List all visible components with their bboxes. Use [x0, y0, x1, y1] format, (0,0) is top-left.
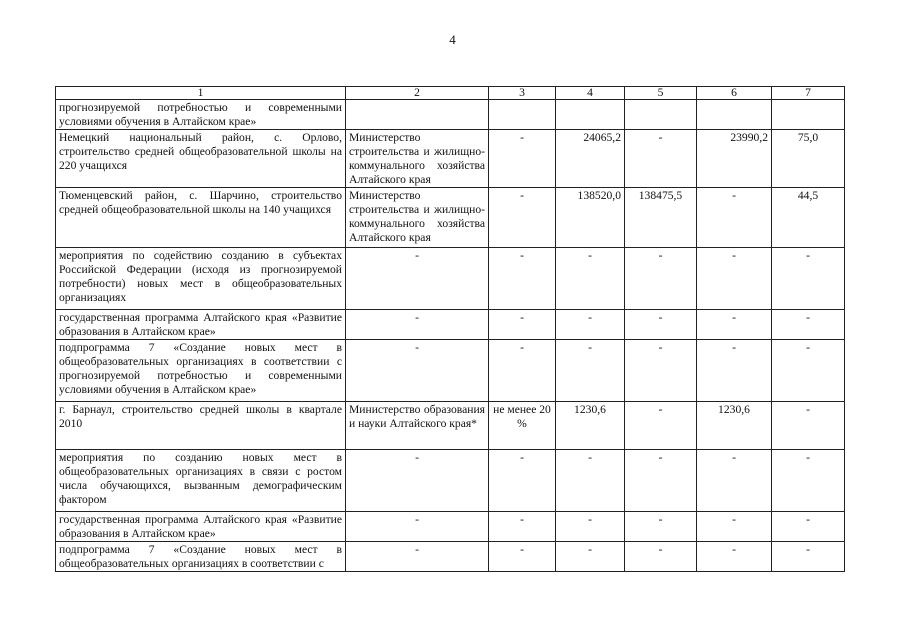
cell-name: подпрограмма 7 «Создание новых мест в общеобразовательных организациях в соответствии с прогнозируемой потребностью и современными условиями обучения в Алтайском крае» [56, 340, 346, 402]
cell-col6: - [697, 542, 772, 572]
cell-col7: - [772, 402, 845, 450]
cell-col3: - [489, 512, 556, 542]
cell-col4: - [556, 512, 625, 542]
cell-col6: - [697, 310, 772, 340]
column-header: 2 [346, 87, 489, 100]
cell-col4: 1230,6 [556, 402, 625, 450]
cell-name: Тюменцевский район, с. Шарчино, строительство средней общеобразовательной школы на 140 учащихся [56, 188, 346, 248]
cell-executor: Министерство строительства и жилищно-коммунального хозяйства Алтайского края [346, 188, 489, 248]
cell-executor: - [346, 512, 489, 542]
cell-executor: - [346, 310, 489, 340]
table-row [56, 248, 845, 310]
cell-executor [346, 100, 489, 130]
header-row [56, 87, 845, 100]
cell-name: государственная программа Алтайского края «Развитие образования в Алтайском крае» [56, 512, 346, 542]
cell-col3: - [489, 340, 556, 402]
cell-col7: - [772, 450, 845, 512]
table-row [56, 402, 845, 450]
cell-col3: - [489, 188, 556, 248]
cell-executor: - [346, 340, 489, 402]
cell-col6: - [697, 340, 772, 402]
cell-col4: 24065,2 [556, 130, 625, 188]
cell-col6: 1230,6 [697, 402, 772, 450]
column-header: 1 [56, 87, 346, 100]
cell-col7: - [772, 340, 845, 402]
cell-col5: - [625, 450, 697, 512]
cell-col5: 138475,5 [625, 188, 697, 248]
table-row [56, 188, 845, 248]
cell-col5: - [625, 402, 697, 450]
column-header: 4 [556, 87, 625, 100]
cell-col4: - [556, 340, 625, 402]
column-header: 7 [772, 87, 845, 100]
table-row [56, 310, 845, 340]
cell-col7: 44,5 [772, 188, 845, 248]
cell-col3: - [489, 248, 556, 310]
cell-col5: - [625, 542, 697, 572]
cell-col5: - [625, 130, 697, 188]
cell-col7: 75,0 [772, 130, 845, 188]
cell-col7: - [772, 248, 845, 310]
column-header: 3 [489, 87, 556, 100]
cell-name: Немецкий национальный район, с. Орлово, строительство средней общеобразовательной школы на 220 учащихся [56, 130, 346, 188]
cell-col6: - [697, 512, 772, 542]
cell-executor: - [346, 542, 489, 572]
cell-name: мероприятия по созданию новых мест в общеобразовательных организациях в связи с ростом числа обучающихся, вызванным демографическим фактором [56, 450, 346, 512]
cell-executor: Министерство образования и науки Алтайского края* [346, 402, 489, 450]
cell-executor: - [346, 248, 489, 310]
cell-col4: - [556, 310, 625, 340]
cell-col6: - [697, 188, 772, 248]
cell-col4: - [556, 542, 625, 572]
cell-executor: - [346, 450, 489, 512]
cell-col3: - [489, 542, 556, 572]
cell-col4: 138520,0 [556, 188, 625, 248]
cell-col5: - [625, 340, 697, 402]
program-table [55, 86, 845, 572]
cell-col6: - [697, 450, 772, 512]
table-row [56, 512, 845, 542]
cell-col7: - [772, 512, 845, 542]
cell-col5: - [625, 310, 697, 340]
cell-col3: - [489, 310, 556, 340]
table-row [56, 450, 845, 512]
column-header: 5 [625, 87, 697, 100]
table-row [56, 130, 845, 188]
cell-col5: - [625, 512, 697, 542]
cell-col3: - [489, 130, 556, 188]
cell-name: подпрограмма 7 «Создание новых мест в общеобразовательных организациях в соответствии с [56, 542, 346, 572]
cell-col3 [489, 100, 556, 130]
cell-col3: не менее 20 % [489, 402, 556, 450]
table-row [56, 340, 845, 402]
cell-col5 [625, 100, 697, 130]
cell-col7 [772, 100, 845, 130]
table-row [56, 100, 845, 130]
cell-col4: - [556, 248, 625, 310]
cell-col7: - [772, 542, 845, 572]
cell-col5: - [625, 248, 697, 310]
cell-name: мероприятия по содействию созданию в субъектах Российской Федерации (исходя из прогнозируемой потребности) новых мест в общеобразовательных организациях [56, 248, 346, 310]
cell-col6: - [697, 248, 772, 310]
cell-executor: Министерство строительства и жилищно-коммунального хозяйства Алтайского края [346, 130, 489, 188]
cell-col3: - [489, 450, 556, 512]
cell-name: г. Барнаул, строительство средней школы в квартале 2010 [56, 402, 346, 450]
cell-name: государственная программа Алтайского края «Развитие образования в Алтайском крае» [56, 310, 346, 340]
table-row [56, 542, 845, 572]
cell-col6 [697, 100, 772, 130]
cell-col4: - [556, 450, 625, 512]
cell-col7: - [772, 310, 845, 340]
cell-col4 [556, 100, 625, 130]
page-number: 4 [449, 32, 456, 47]
cell-col6: 23990,2 [697, 130, 772, 188]
cell-name: прогнозируемой потребностью и современными условиями обучения в Алтайском крае» [56, 100, 346, 130]
column-header: 6 [697, 87, 772, 100]
